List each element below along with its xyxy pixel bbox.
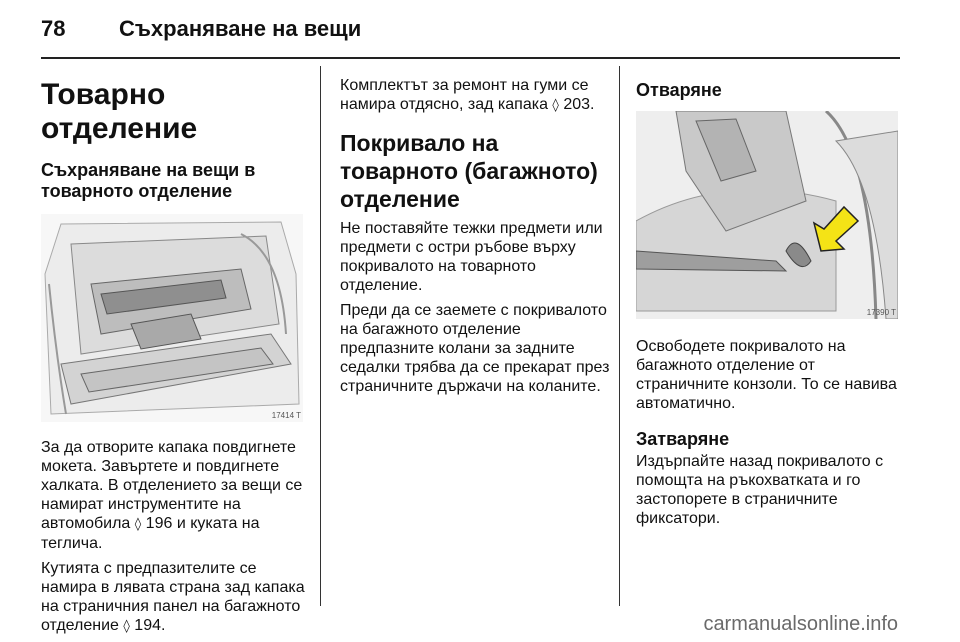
watermark: carmanualsonline.info <box>703 613 898 635</box>
subsection-title: Съхраняване на вещи в товарното отделение <box>41 160 256 201</box>
chapter-title: Съхраняване на вещи <box>119 16 362 41</box>
page-reference-icon: ◊ <box>134 517 142 532</box>
paragraph: Освободете покривалото на багажното отделение от страничните конзоли. То се навива автоматично. <box>636 338 897 412</box>
subsection-title: Затваряне <box>636 429 730 449</box>
figure-number: 17390 T <box>866 308 896 317</box>
column-divider <box>320 66 321 606</box>
cargo-floor-illustration <box>41 214 303 422</box>
paragraph: За да отворите капака повдигнете мокета. Завъртете и повдигнете халката. В отделението за вещи се намират инструментите на автомобила ◊ 196 и куката на теглича. <box>41 439 303 552</box>
page-reference: 196 <box>145 515 173 532</box>
section-title: Покривало на товарното (багажното) отделение <box>340 130 598 212</box>
column-divider <box>619 66 620 606</box>
figure-number: 17414 T <box>271 411 301 420</box>
paragraph: Кутията с предпазителите се намира в лявата страна зад капака на страничния панел на багажното отделение ◊ 194. <box>41 560 305 634</box>
paragraph: Издърпайте назад покривалото с помощта на ръкохватката и го застопорете в страничните фиксатори. <box>636 453 884 527</box>
page-reference-icon: ◊ <box>552 98 559 113</box>
page-header <box>41 14 361 44</box>
paragraph: Преди да се заемете с покривалото на багажното отделение предпазните колани за задните седалки трябва да се прекарат през страничните държачи на коланите. <box>340 302 610 395</box>
header-rule <box>41 57 900 59</box>
page-number: 78 <box>41 16 66 41</box>
page-reference-icon: ◊ <box>123 619 130 634</box>
page-reference: 203. <box>563 96 595 113</box>
column-2 <box>340 66 612 402</box>
column-1 <box>41 66 309 642</box>
section-title: Товарно отделение <box>41 78 198 145</box>
cargo-cover-illustration <box>636 111 898 319</box>
subsection-title: Отваряне <box>636 80 722 100</box>
page-reference: 194. <box>134 617 166 634</box>
paragraph: Не поставяйте тежки предмети или предмети с остри ръбове върху покривалото на товарното отделение. <box>340 220 603 294</box>
column-3 <box>636 66 906 534</box>
paragraph: Комплектът за ремонт на гуми се намира отдясно, зад капака ◊ 203. <box>340 77 595 113</box>
